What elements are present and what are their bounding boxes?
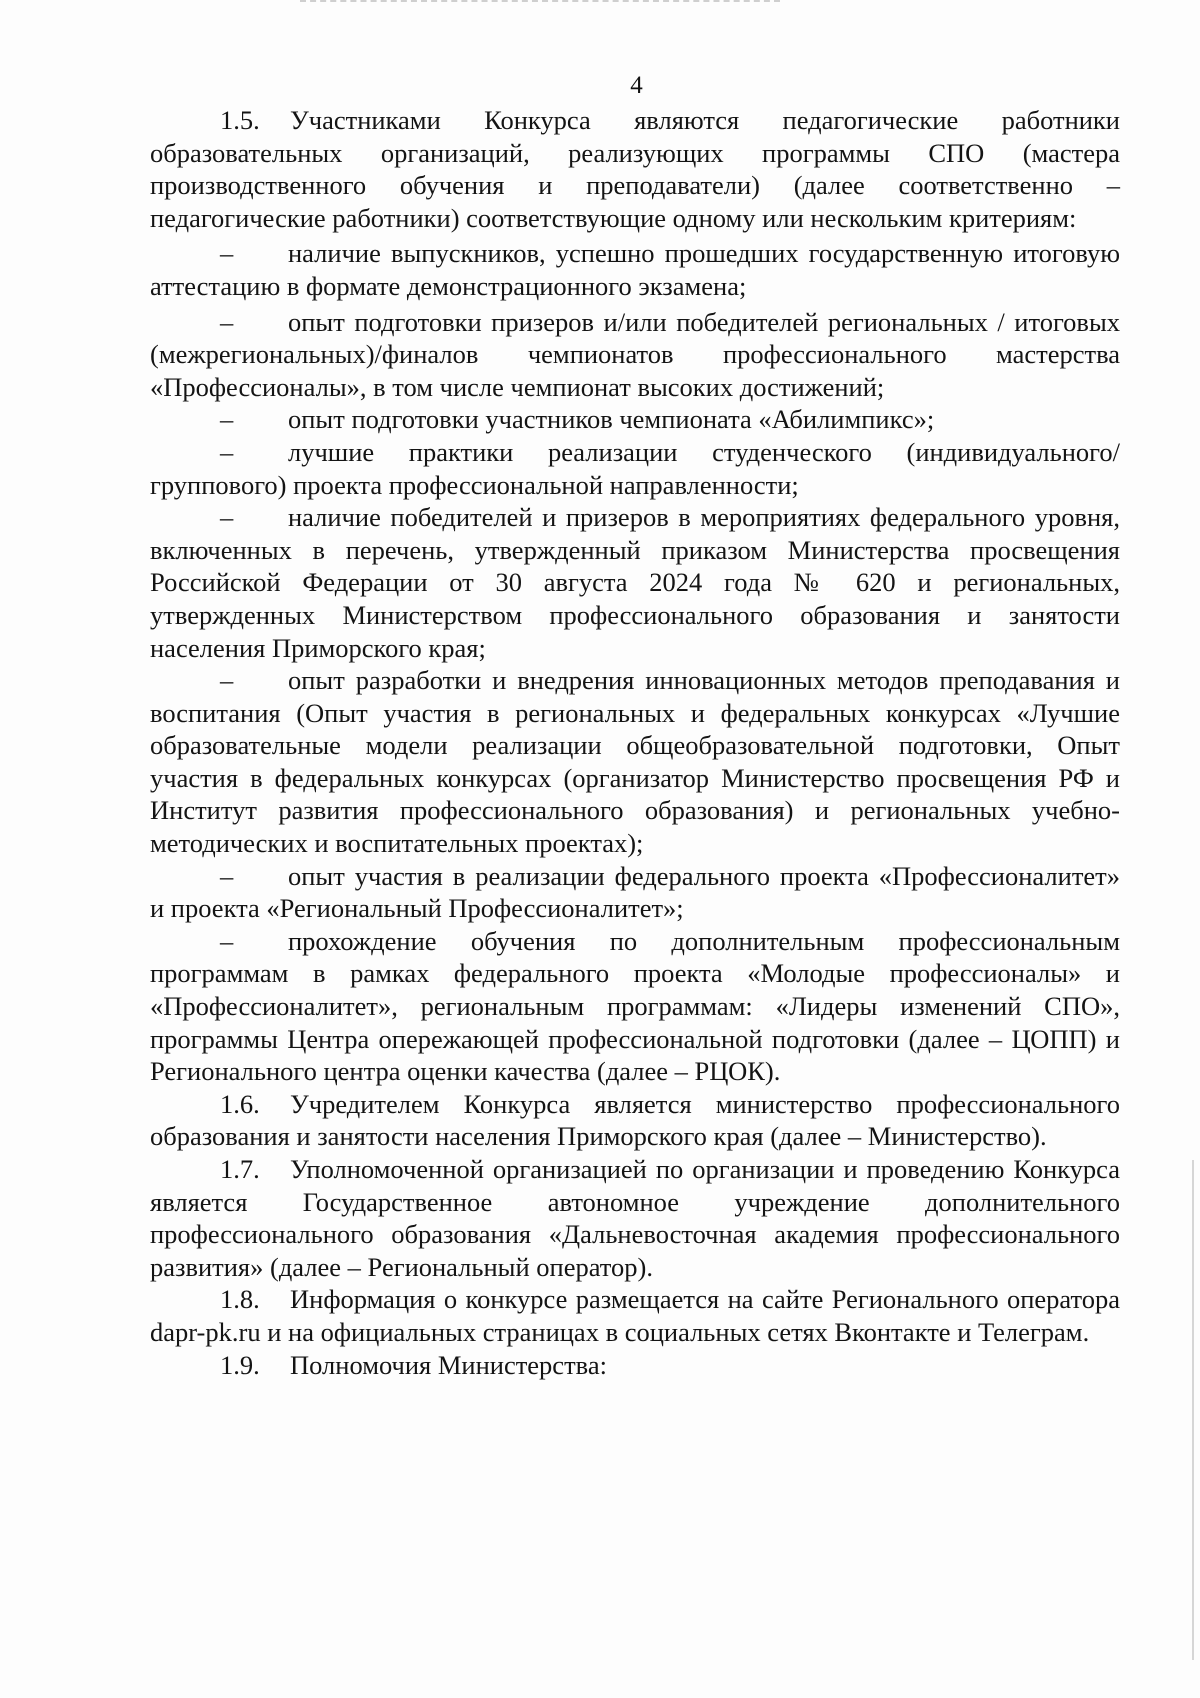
criteria-text: опыт подготовки призеров и/или победителей региональных / итоговых (межрегиональных)/финалов чемпионатов профессионального мастерства «Профессионалы», в том числе чемпионат высоких достижений; xyxy=(150,306,1120,402)
paragraph-number: 1.9. xyxy=(220,1349,260,1380)
paragraph-text: Полномочия Министерства: xyxy=(290,1349,607,1380)
scan-artifact-top xyxy=(300,0,780,6)
criteria-item xyxy=(150,860,1120,925)
list-dash: – xyxy=(220,502,234,533)
paragraph-number: 1.7. xyxy=(220,1154,260,1184)
scan-artifact-edge xyxy=(1192,1160,1194,1660)
paragraph-number: 1.5. xyxy=(220,105,260,135)
criteria-item xyxy=(150,925,1120,1088)
paragraph-number: 1.6. xyxy=(220,1088,260,1119)
paragraph-number: 1.8. xyxy=(220,1284,260,1315)
paragraph-1-8 xyxy=(150,1283,1120,1348)
criteria-item xyxy=(150,664,1120,860)
paragraph-1-5 xyxy=(150,104,1120,234)
paragraph-1-6 xyxy=(150,1088,1120,1153)
criteria-item xyxy=(150,237,1120,302)
list-dash: – xyxy=(220,860,234,891)
paragraph-text: Уполномоченной организацией по организации и проведению Конкурса является Государственное автономное учреждение дополнительного профессионального образования «Дальневосточная академия профессионального развития» (далее – Региональный оператор). xyxy=(150,1154,1120,1282)
paragraph-1-9 xyxy=(150,1349,1120,1382)
criteria-text: опыт разработки и внедрения инновационных методов преподавания и воспитания (Опыт участия в региональных и федеральных конкурсах «Лучшие образовательные модели реализации общеобразовательной подготовки, Опыт участия в федеральных конкурсах (организатор Министерство просвещения РФ и Институт развития профессионального образования) и региональных учебно-методических и воспитательных проектах); xyxy=(150,665,1120,859)
list-dash: – xyxy=(220,404,234,435)
criteria-item xyxy=(150,403,1120,436)
paragraph-1-7 xyxy=(150,1153,1120,1283)
list-dash: – xyxy=(220,306,234,337)
criteria-text: лучшие практики реализации студенческого (индивидуального/ группового) проекта профессиональной направленности; xyxy=(150,436,1120,500)
criteria-text: опыт подготовки участников чемпионата «Абилимпикс»; xyxy=(288,404,935,435)
list-dash: – xyxy=(220,925,234,956)
list-dash: – xyxy=(220,665,234,696)
criteria-item xyxy=(150,306,1120,404)
criteria-text: опыт участия в реализации федерального проекта «Профессионалитет» и проекта «Региональный Профессионалитет»; xyxy=(150,860,1120,924)
list-dash: – xyxy=(220,436,234,467)
criteria-item xyxy=(150,501,1120,664)
criteria-text: прохождение обучения по дополнительным профессиональным программам в рамках федерального проекта «Молодые профессионалы» и «Профессионалитет», региональным программам: «Лидеры изменений СПО», программы Центра опережающей профессиональной подготовки (далее – ЦОПП) и Регионального центра оценки качества (далее – РЦОК). xyxy=(150,925,1120,1087)
criteria-text: наличие выпускников, успешно прошедших государственную итоговую аттестацию в формате демонстрационного экзамена; xyxy=(150,238,1120,301)
criteria-item xyxy=(150,436,1120,501)
page-number: 4 xyxy=(630,72,643,99)
list-dash: – xyxy=(220,238,234,269)
document-body xyxy=(150,104,1120,1381)
paragraph-text: Участниками Конкурса являются педагогические работники образовательных организаций, реализующих программы СПО (мастера производственного обучения и преподаватели) (далее соответственно – педагогические работники) соответствующие одному или нескольким критериям: xyxy=(150,105,1120,233)
paragraph-text: Учредителем Конкурса является министерство профессионального образования и занятости населения Приморского края (далее – Министерство). xyxy=(150,1088,1120,1152)
paragraph-text: Информация о конкурсе размещается на сайте Регионального оператора dapr-pk.ru и на официальных страницах в социальных сетях Вконтакте и Телеграм. xyxy=(150,1284,1120,1347)
criteria-text: наличие победителей и призеров в мероприятиях федерального уровня, включенных в перечень, утвержденный приказом Министерства просвещения Российской Федерации от 30 августа 2024 года № 620 и региональных, утвержденных Министерством профессионального образования и занятости населения Приморского края; xyxy=(150,502,1120,663)
